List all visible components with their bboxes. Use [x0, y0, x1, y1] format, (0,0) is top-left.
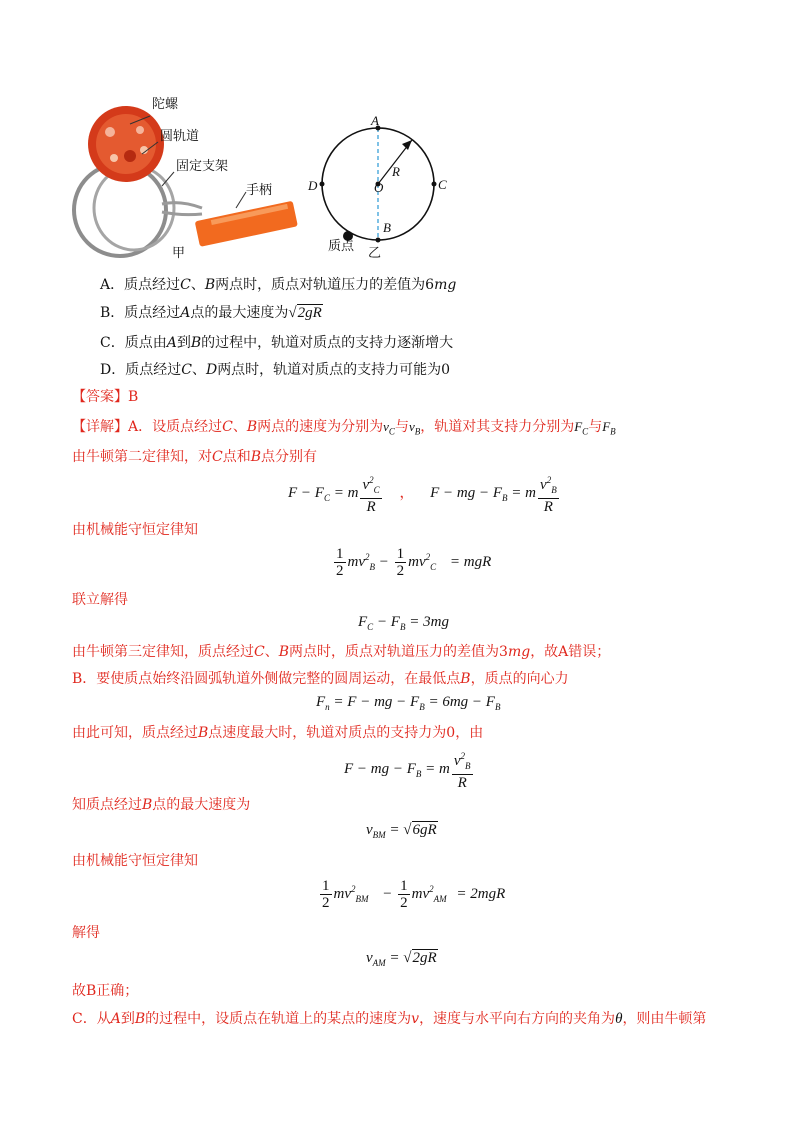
detail-line-7: 由此可知，质点经过B点速度最大时，轨道对质点的支持力为0，由 [72, 725, 484, 741]
option-a: A．质点经过C、B两点时，质点对轨道压力的差值为6mg [100, 277, 457, 293]
label-gudingzhijia: 固定支架 [176, 159, 229, 174]
detail-line-3: 由机械能守恒定律知 [72, 522, 198, 538]
radius-label: R [392, 164, 400, 179]
option-d: D．质点经过C、D两点时，轨道对质点的支持力可能为0 [100, 362, 451, 378]
point-d: D [308, 178, 318, 193]
equation-1: $F - F_C = m$ $\frac{v^2_C}{R}$ ， F − mg − $F_B = m$ $\frac{v^2_B}{R}$ [288, 472, 561, 515]
equation-6: $v_{BM} = √6gR$ [366, 822, 437, 840]
label-tuoluo: 陀螺 [152, 97, 179, 112]
label-zhidian: 质点 [328, 239, 355, 254]
detail-line-5: 由牛顿第三定律知，质点经过C、B两点时，质点对轨道压力的差值为3mg，故A错误； [72, 644, 611, 660]
option-c: C．质点由A到B的过程中，轨道对质点的支持力逐渐增大 [100, 335, 454, 351]
detail-line-10: 解得 [72, 925, 100, 941]
point-b: B [383, 220, 391, 235]
label-shoubing: 手柄 [246, 183, 273, 198]
answer-line: 【答案】B [72, 389, 139, 405]
detail-line-9: 由机械能守恒定律知 [72, 853, 198, 869]
equation-2: $\frac{1}{2}$ $mv^2_B$ − $\frac{1}{2}$ $mv^2_C$ = mgR [336, 546, 492, 579]
detail-line-2: 由牛顿第二定律知，对C点和B点分别有 [72, 449, 318, 465]
point-o: O [374, 180, 384, 195]
detail-line-6: B．要使质点始终沿圆弧轨道外侧做完整的圆周运动，在最低点B，质点的向心力 [72, 671, 569, 687]
point-c: C [438, 177, 447, 192]
equation-7: $\frac{1}{2}$ $mv^2_{BM}$ − $\frac{1}{2}$ $mv^2_{AM} = 2mgR$ [322, 878, 506, 911]
equation-3: $F_C - F_B = 3mg$ [358, 614, 449, 632]
point-a: A [371, 113, 379, 128]
caption-yi: 乙 [368, 246, 382, 261]
figure-jia [70, 92, 310, 264]
handle [195, 201, 298, 247]
bracket [162, 203, 202, 208]
detail-line-12: C．从A到B的过程中，设质点在轨道上的某点的速度为v，速度与水平向右方向的夹角为θ，则由牛顿第 [72, 1011, 707, 1027]
option-b: B．质点经过A点的最大速度为√2gR [100, 305, 322, 321]
label-yuanguidao: 圆轨道 [160, 129, 200, 144]
detail-line-11: 故B正确； [72, 983, 139, 999]
detail-line-8: 知质点经过B点的最大速度为 [72, 797, 251, 813]
equation-5: F − mg − $F_B = m$ $\frac{v^2_B}{R}$ [344, 748, 475, 791]
gyro-top [88, 106, 164, 182]
detail-line-1: 【详解】A．设质点经过C、B两点的速度为分别为$v_C$与$v_B$，轨道对其支持力分别为$F_C$与$F_B$ [72, 419, 616, 437]
caption-jia: 甲 [172, 246, 186, 261]
equation-4: $F_n = F$ − mg − $F_B = 6mg - F_B$ [316, 694, 501, 712]
detail-line-4: 联立解得 [72, 592, 128, 608]
equation-8: $v_{AM} = √2gR$ [366, 950, 437, 968]
